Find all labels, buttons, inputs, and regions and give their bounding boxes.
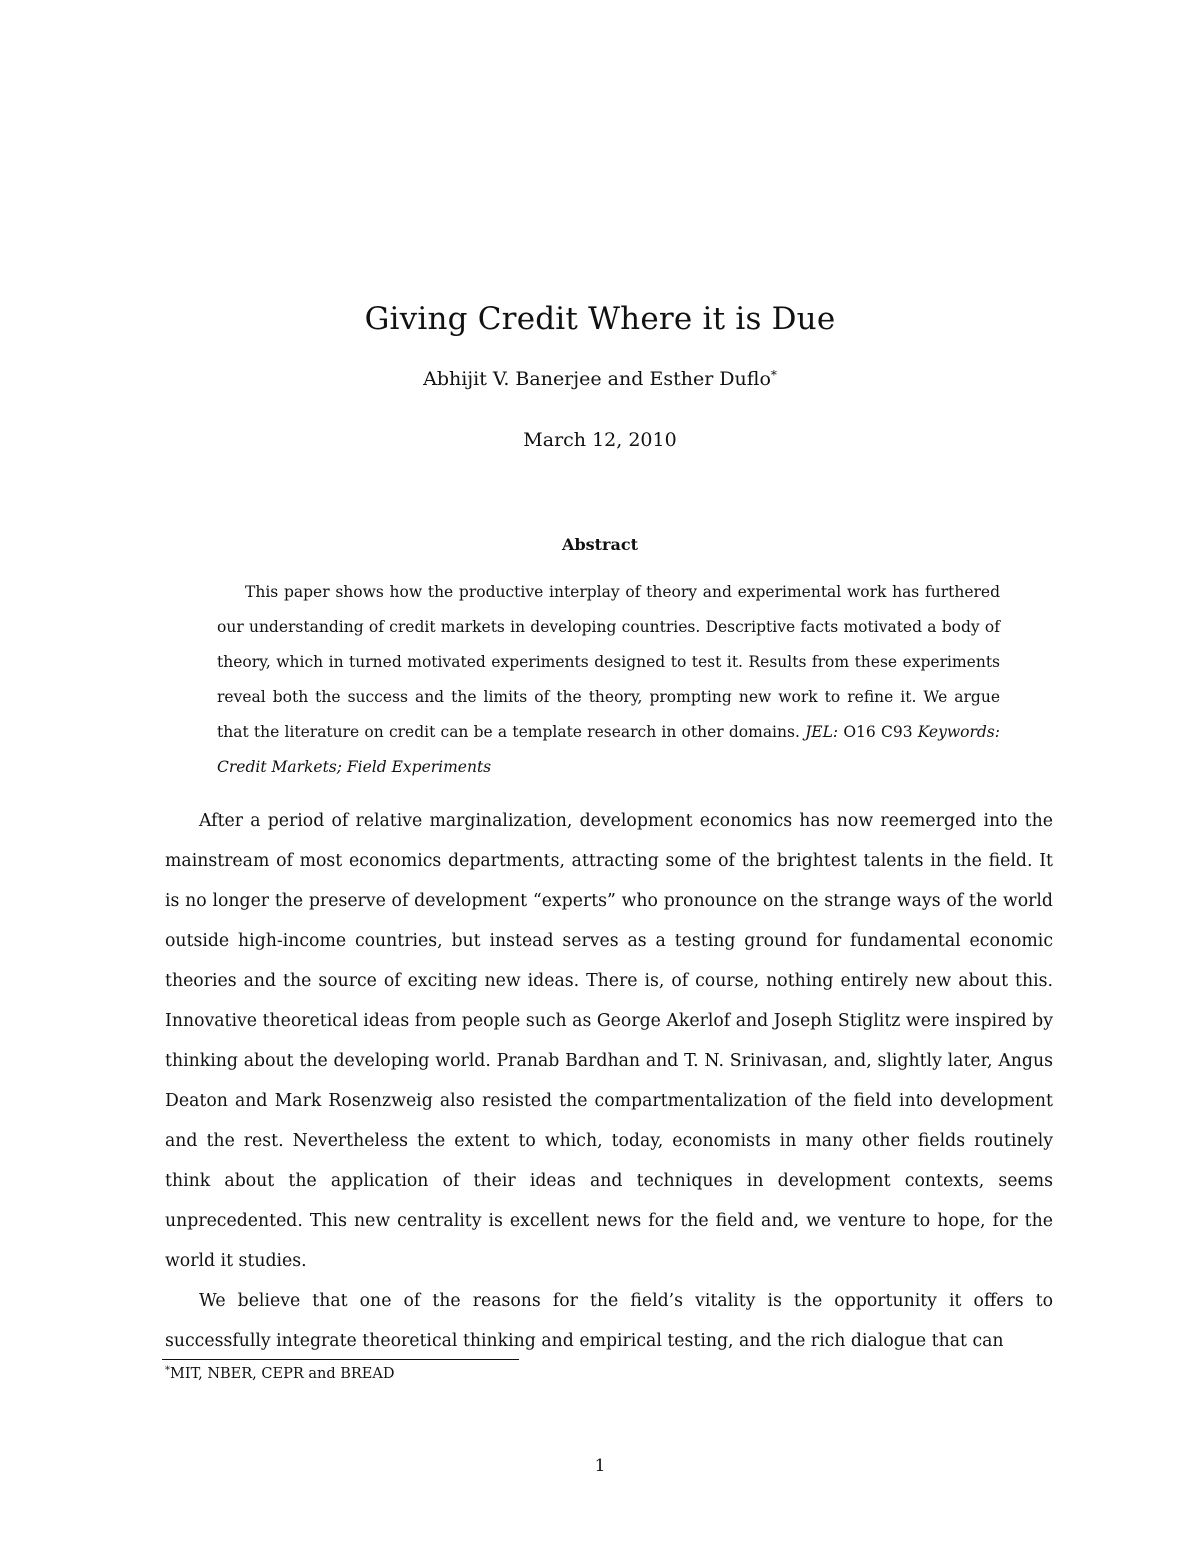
jel-label: JEL: <box>805 723 839 741</box>
paper-date: March 12, 2010 <box>523 429 677 451</box>
paper-title: Giving Credit Where it is Due <box>364 300 836 337</box>
body-text <box>165 801 1053 1361</box>
footnote-text: MIT, NBER, CEPR and BREAD <box>170 1366 395 1382</box>
paper-authors <box>0 368 1200 390</box>
page-number: 1 <box>594 1456 606 1476</box>
jel-codes: O16 C93 <box>843 723 913 741</box>
abstract-heading: Abstract <box>562 535 638 554</box>
footnote-mark: * <box>165 1365 170 1376</box>
abstract-text: This paper shows how the productive interplay of theory and experimental work has furthered our understanding of credit markets in developing countries. Descriptive facts motivated a body of theory, which in turned motivated experiments designed to test it. Results from these experiments reveal both the success and the limits of the theory, prompting new work to refine it. We argue that the literature on credit can be a template research in other domains. <box>217 583 1000 741</box>
footnote-divider <box>162 1359 519 1360</box>
abstract-keywords: Keywords: Credit Markets; Field Experiments <box>217 723 1000 776</box>
footnote <box>165 1365 395 1382</box>
body-paragraph: After a period of relative marginalization, development economics has now reemerged into the mainstream of most economics departments, attracting some of the brightest talents in the field. It is no longer the preserve of development “experts” who pronounce on the strange ways of the world outside high-income countries, but instead serves as a testing ground for fundamental economic theories and the source of exciting new ideas. There is, of course, nothing entirely new about this. Innovative theoretical ideas from people such as George Akerlof and Joseph Stiglitz were inspired by thinking about the developing world. Pranab Bardhan and T. N. Srinivasan, and, slightly later, Angus Deaton and Mark Rosenzweig also resisted the compartmentalization of the field into development and the rest. Nevertheless the extent to which, today, economists in many other fields routinely think about the application of their ideas and techniques in development contexts, seems unprecedented. This new centrality is excellent news for the field and, we venture to hope, for the world it studies. <box>165 811 1053 1271</box>
abstract-body <box>217 575 1000 785</box>
author-names: Abhijit V. Banerjee and Esther Duflo <box>423 368 771 390</box>
author-footnote-mark: * <box>770 368 777 382</box>
body-paragraph: We believe that one of the reasons for the field’s vitality is the opportunity it offers to successfully integrate theoretical thinking and empirical testing, and the rich dialogue that can <box>165 1291 1053 1351</box>
